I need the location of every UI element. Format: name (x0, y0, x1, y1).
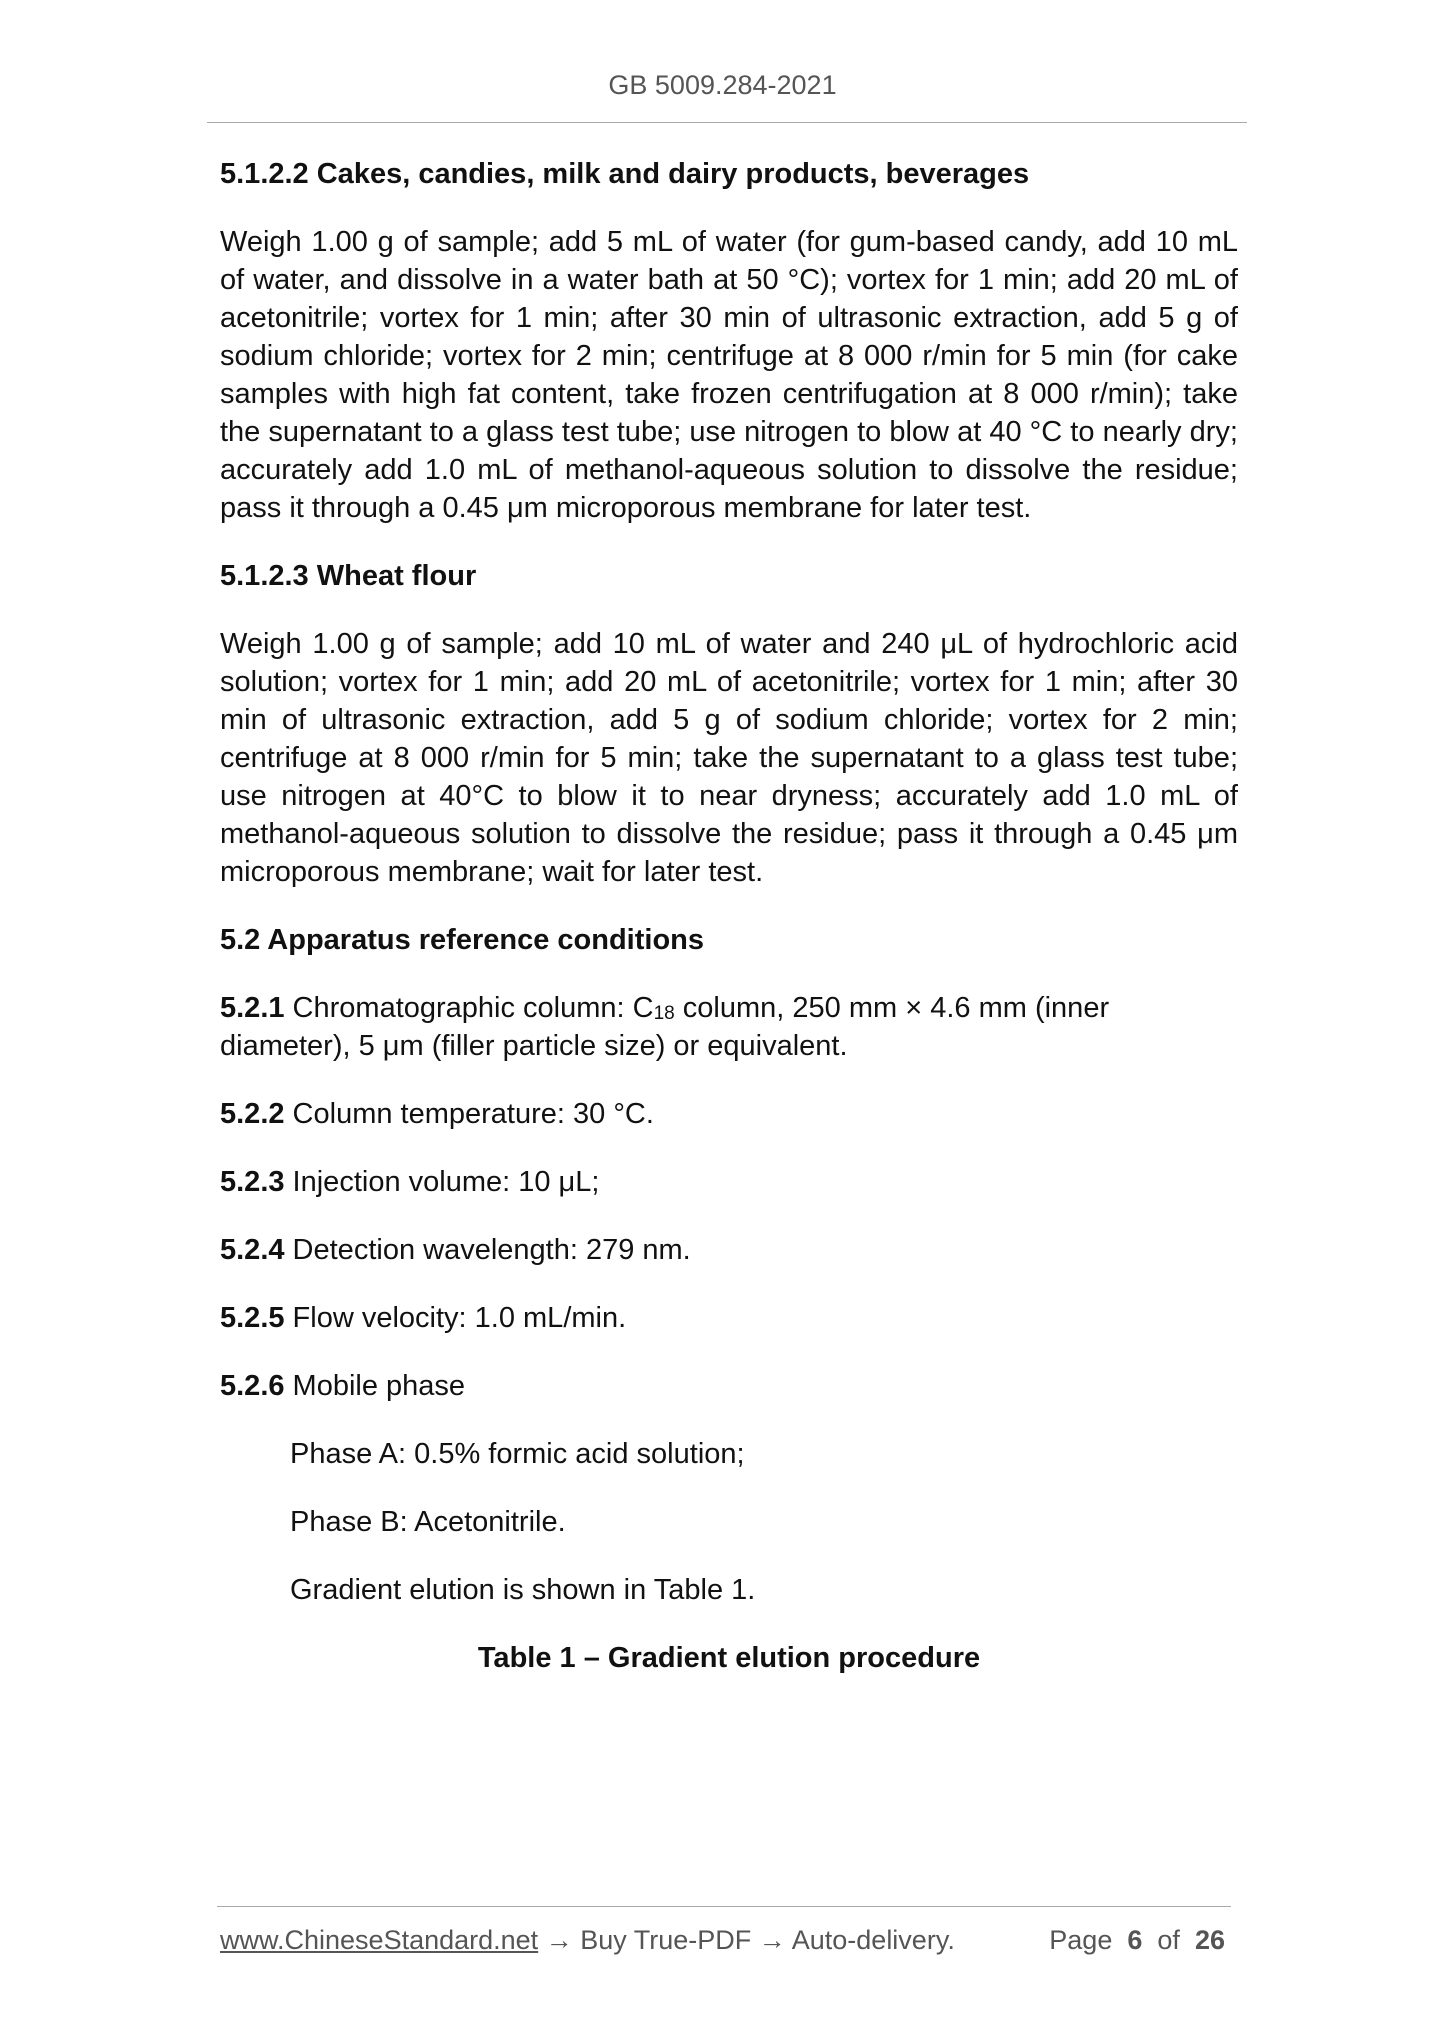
item-text: Flow velocity: 1.0 mL/min. (284, 1302, 627, 1334)
page-of-label: of (1157, 1925, 1180, 1955)
page-indicator (1049, 1925, 1225, 1956)
item-text-continued: column, 250 mm × 4.6 mm (inner diameter), 5 μm (filler particle size) or equivalent. (220, 992, 1110, 1062)
document-body (220, 155, 1238, 1677)
footer-promo (220, 1925, 955, 1956)
section-heading-5-1-2-3: 5.1.2.3 Wheat flour (220, 560, 477, 592)
item-text: Chromatographic column: C (284, 992, 654, 1024)
current-page-number: 6 (1127, 1925, 1143, 1955)
document-header-id: GB 5009.284-2021 (608, 70, 837, 100)
item-number: 5.2.2 (220, 1098, 285, 1130)
item-5-2-6 (220, 1367, 1238, 1405)
footer-divider (217, 1906, 1231, 1907)
total-pages-number: 26 (1194, 1925, 1225, 1955)
item-5-2-1 (220, 989, 1238, 1065)
section-body-5-1-2-3: Weigh 1.00 g of sample; add 10 mL of water and 240 μL of hydrochloric acid solution; vortex for 1 min; add 20 mL of acetonitrile; vortex for 1 min; after 30 min of ultrasonic extraction, add 5 g of sodium chloride; vortex for 2 min; centrifuge at 8 000 r/min for 5 min; take the supernatant to a glass test tube; use nitrogen at 40°C to blow it to near dryness; accurately add 1.0 mL of methanol-aqueous solution to dissolve the residue; pass it through a 0.45 μm microporous membrane; wait for later test. (220, 628, 1238, 888)
mobile-phase-a: Phase A: 0.5% formic acid solution; (290, 1438, 745, 1470)
item-text: Column temperature: 30 °C. (284, 1098, 654, 1130)
item-text: Detection wavelength: 279 nm. (284, 1234, 691, 1266)
table-1-title: Table 1 – Gradient elution procedure (477, 1642, 981, 1674)
item-subscript: 18 (653, 1003, 675, 1024)
item-number: 5.2.5 (220, 1302, 285, 1334)
item-number: 5.2.6 (220, 1370, 285, 1402)
item-number: 5.2.3 (220, 1166, 285, 1198)
section-heading-5-2: 5.2 Apparatus reference conditions (220, 924, 705, 956)
item-number: 5.2.4 (220, 1234, 285, 1266)
item-5-2-4 (220, 1231, 1238, 1269)
gradient-note: Gradient elution is shown in Table 1. (290, 1574, 756, 1606)
header-divider (207, 122, 1247, 123)
item-5-2-5 (220, 1299, 1238, 1337)
item-5-2-3 (220, 1163, 1238, 1201)
section-body-5-1-2-2: Weigh 1.00 g of sample; add 5 mL of water (for gum-based candy, add 10 mL of water, and dissolve in a water bath at 50 °C); vortex for 1 min; add 20 mL of acetonitrile; vortex for 1 min; after 30 min of ultrasonic extraction, add 5 g of sodium chloride; vortex for 2 min; centrifuge at 8 000 r/min for 5 min (for cake samples with high fat content, take frozen centrifugation at 8 000 r/min); take the supernatant to a glass test tube; use nitrogen to blow at 40 °C to nearly dry; accurately add 1.0 mL of methanol-aqueous solution to dissolve the residue; pass it through a 0.45 μm microporous membrane for later test. (220, 226, 1238, 524)
website-link[interactable]: www.ChineseStandard.net (220, 1925, 539, 1955)
section-heading-5-1-2-2: 5.1.2.2 Cakes, candies, milk and dairy products, beverages (220, 158, 1030, 190)
page-label: Page (1049, 1925, 1113, 1955)
item-text: Injection volume: 10 μL; (284, 1166, 600, 1198)
item-5-2-2 (220, 1095, 1238, 1133)
mobile-phase-b: Phase B: Acetonitrile. (290, 1506, 566, 1538)
item-number: 5.2.1 (220, 992, 285, 1024)
item-text: Mobile phase (284, 1370, 466, 1402)
promo-text: → Buy True-PDF → Auto-delivery. (538, 1925, 955, 1955)
